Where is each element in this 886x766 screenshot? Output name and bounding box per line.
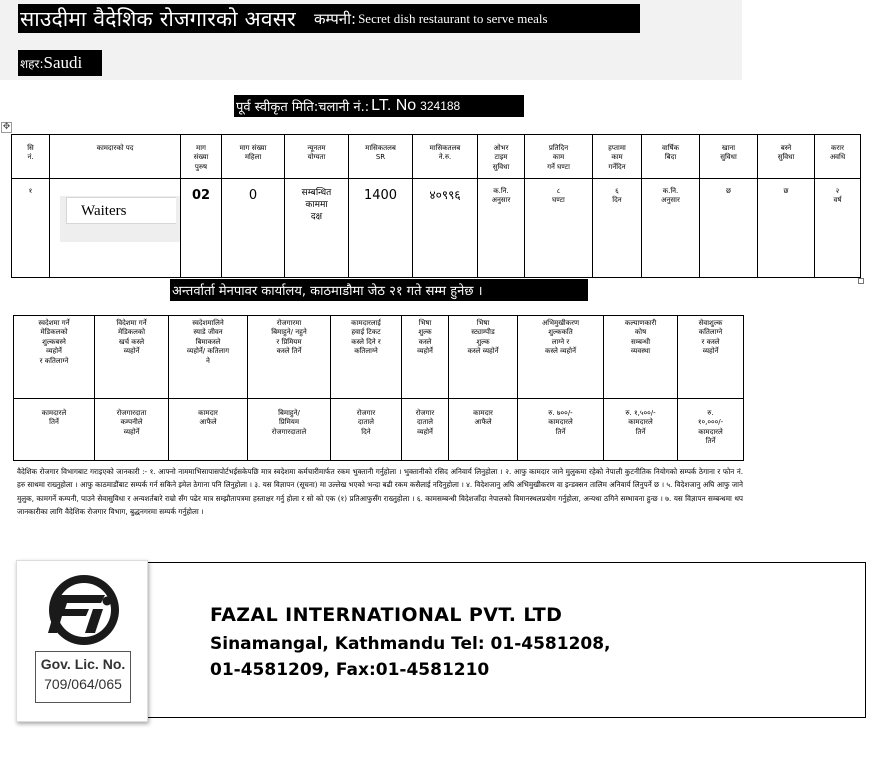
cell-orientation-fee: रु. ७००/- कामदारले तिर्ने	[518, 399, 604, 461]
cell-local-medical: कामदारले तिर्ने	[14, 399, 95, 461]
cell-hours: ८ घण्टा	[525, 179, 593, 278]
city-label: शहर:	[20, 56, 44, 71]
header-male-demand: माग संख्या पुरुष	[181, 135, 222, 179]
header-local-medical: स्वदेशमा गर्ने मेडिकलको शुल्कबस्ने व्यहोर्ने र कतिलाग्ने	[14, 316, 95, 399]
company-address-line-1: Sinamangal, Kathmandu Tel: 01-4581208,	[210, 634, 611, 654]
header-orientation-fee: अभिमुखीकरण शुल्ककति लाग्ने र कस्ले व्यहोर्ने	[518, 316, 604, 399]
cost-table	[13, 315, 744, 461]
job-table	[11, 134, 861, 278]
cell-male: 02	[181, 179, 222, 278]
job-table-header-row	[12, 135, 861, 179]
header-hours: प्रतिदिन काम गर्ने घण्टा	[525, 135, 593, 179]
header-employment-insurance: रोजगारमा बिमाहुने/ नहुने र प्रिमियम कस्ले तिर्ने	[248, 316, 331, 399]
table-row	[12, 179, 861, 278]
interview-banner: अन्तर्वार्ता मेनपावर कार्यालय, काठमाडौमा जेठ २१ गते सम्म हुनेछ ।	[170, 279, 588, 301]
header-air-ticket: कामदारलाई हवाई टिकट कस्ले दिने र कतिलाग्ने	[331, 316, 402, 399]
header-female-demand: माग संख्या महिला	[222, 135, 285, 179]
cell-welfare-fund: रु. १,५००/- कामदारले तिर्ने	[604, 399, 678, 461]
cell-overtime: क.नि. अनुसार	[478, 179, 525, 278]
company-value: Secret dish restaurant to serve meals	[358, 10, 548, 26]
cell-employment-insurance: बिमाहुने/ प्रिमियम रोजगारदाताले	[248, 399, 331, 461]
page-title: साउदीमा वैदेशिक रोजगारको अवसर	[20, 6, 296, 31]
title-banner	[18, 4, 640, 33]
header-foreign-medical: विदेशमा गर्ने मेडिकलको खर्च कस्ले व्यहोर्ने	[95, 316, 169, 399]
table-move-handle-icon[interactable]: ✥	[2, 122, 11, 132]
header-area	[0, 0, 742, 80]
company-address-line-2: 01-4581209, Fax:01-4581210	[210, 660, 490, 680]
header-sn: सि नं.	[12, 135, 50, 179]
cell-life-insurance: कामदार आफैले	[169, 399, 248, 461]
cell-accommodation: छ	[758, 179, 815, 278]
company-logo	[16, 560, 148, 722]
cell-visa-stamping: कामदार आफैले	[449, 399, 518, 461]
approval-banner	[234, 95, 524, 117]
company-name: FAZAL INTERNATIONAL PVT. LTD	[210, 604, 563, 626]
header-life-insurance: स्वदेशमालिने स्याडे जीवन बिमाकस्ले व्यहोर्ने/ कतिलाग ने	[169, 316, 248, 399]
header-contract: करार अवधि	[815, 135, 861, 179]
header-visa-stamping: भिषा स्ट्याम्पीड शुल्क कस्ले व्यहोर्ने	[449, 316, 518, 399]
header-overtime: ओभर टाइम सुविधा	[478, 135, 525, 179]
header-service-fee: सेवाशुल्क कतिलाग्ने र कस्ले व्यहोर्ने	[678, 316, 744, 399]
cell-female: 0	[222, 179, 285, 278]
company-label: कम्पनी:	[313, 9, 357, 28]
header-salary-npr: मासिकतलब ने.रु.	[413, 135, 478, 179]
header-qualification: न्यूनतम योग्यता	[285, 135, 349, 179]
cell-salary-npr: ४०९९६	[413, 179, 478, 278]
cell-contract: २ वर्ष	[815, 179, 861, 278]
cell-sn: १	[12, 179, 50, 278]
header-position: कामदारको पद	[50, 135, 181, 179]
company-address	[210, 631, 611, 683]
lt-no-label: LT. No	[371, 97, 417, 114]
approval-label: पूर्व स्वीकृत मिति:चलानी नं.:	[236, 100, 370, 115]
table-resize-handle[interactable]	[858, 278, 864, 284]
city-value: Saudi	[43, 53, 83, 72]
header-visa-fee: भिषा शुल्क कस्ले व्यहोर्ने	[402, 316, 449, 399]
cell-foreign-medical: रोजगारदाता कम्पनीले व्यहोर्ने	[95, 399, 169, 461]
header-food: खाना सुविधा	[700, 135, 758, 179]
cell-air-ticket: रोजगार दाताले दिने	[331, 399, 402, 461]
city-banner	[18, 50, 102, 76]
header-accommodation: बस्ने सुविधा	[758, 135, 815, 179]
cell-days: ६ दिन	[593, 179, 642, 278]
cell-food: छ	[700, 179, 758, 278]
cell-visa-fee: रोजगार दाताले व्यहोर्ने	[402, 399, 449, 461]
table-row	[14, 399, 744, 461]
cell-position	[50, 179, 181, 278]
cost-table-header-row	[14, 316, 744, 399]
license-box	[35, 651, 131, 703]
position-field[interactable]: Waiters	[66, 197, 176, 224]
header-welfare-fund: कल्याणकारी कोष सम्बन्धी व्यवस्था	[604, 316, 678, 399]
cell-qualification: सम्बन्धित काममा दक्ष	[285, 179, 349, 278]
approval-number: 324188	[420, 99, 461, 113]
cell-salary-sr: 1400	[349, 179, 413, 278]
notice-text: वैदेशिक रोजगार विभागबाट गराइएको जानकारी :- १. आफ्नो नाममाभिसापासपोर्टभईसकेपछि मात्र स्वदेशमा कर्मचारीमार्फत रकम भुक्तानी गर्नुहोला । भुक्तानीको रसिद अनिवार्य लिनुहोला । २. आफु कामदार जाने मुलुकमा रहेको नेपाली कुटनीतिक नियोगको सम्पर्क ठेगाना र फोन नं. हरु साथमा राख्नुहोला । आफु काठमाडौंबाट सम्पर्क गर्न सकिने इमेल ठेगाना पनि लिनुहोला । ३. यस विज्ञापन (सूचना) मा उल्लेख भएको भन्दा बढी रकम कसैलाई नदिनुहोला । ४. विदेशजानु अघि अभिमुखीकरण वा इन्डक्सन तालिम अनिवार्य लिनुपर्ने छ । ५. विदेशजानु अघि आफु जाने मुलुक, कामगर्ने कम्पनी, पाउने सेवासुविधा र अन्यशर्तबारे राम्रो सँग पढेर मात्र सम्झौतापत्रमा हस्ताक्षर गर्नु होला र सो को एक (१) प्रतिआफुसँग राख्नुहोला । ६. कामसम्बन्धी विदेशजाँदा नेपालको विमानस्थलप्रयोग गर्नुहोला, अन्यथा ठगिने सम्भावना हुन्छ । ७. यस विज्ञापन सम्बन्धमा थप जानकारीका लागि वैदेशिक रोजगार विभाग, बुद्धनगरमा सम्पर्क गर्नुहोला ।	[17, 467, 743, 517]
cell-leave: क.नि. अनुसार	[642, 179, 700, 278]
fazal-logo-icon	[39, 573, 129, 647]
header-leave: वार्षिक बिदा	[642, 135, 700, 179]
license-number: 709/064/065	[44, 676, 122, 692]
cell-service-fee: रु. १०,०००/- कामदारले तिर्ने	[678, 399, 744, 461]
header-salary-sr: मासिकतलब SR	[349, 135, 413, 179]
header-days: हप्तामा काम गर्नेदिन	[593, 135, 642, 179]
license-label: Gov. Lic. No.	[40, 656, 126, 672]
